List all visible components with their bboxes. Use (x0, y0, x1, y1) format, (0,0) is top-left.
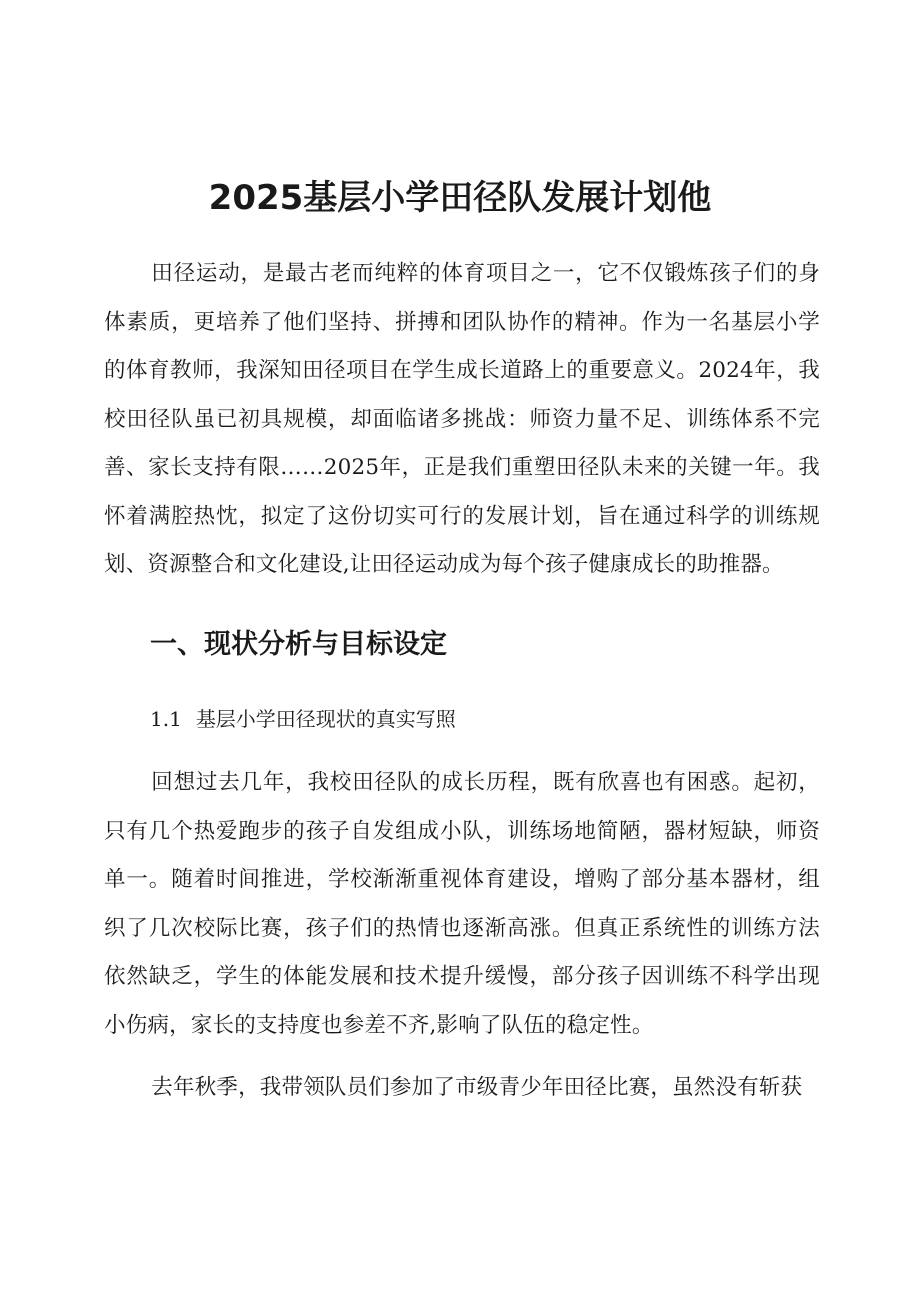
status-paragraph: 回想过去几年，我校田径队的成长历程，既有欣喜也有困惑。起初，只有几个热爱跑步的孩子自发组成小队，训练场地简陋，器材短缺，师资单一。随着时间推进，学校渐渐重视体育建设，增购了部分基本器材，组织了几次校际比赛，孩子们的热情也逐渐高涨。但真正系统性的训练方法依然缺乏，学生的体能发展和技术提升缓慢，部分孩子因训练不科学出现小伤病，家长的支持度也参差不齐,影响了队伍的稳定性。 (104, 770, 820, 1038)
intro-paragraph: 田径运动，是最古老而纯粹的体育项目之一，它不仅锻炼孩子们的身体素质，更培养了他们坚持、拼搏和团队协作的精神。作为一名基层小学的体育教师，我深知田径项目在学生成长道路上的重要意义。2024年，我校田径队虽已初具规模，却面临诸多挑战：师资力量不足、训练体系不完善、家长支持有限……2025年，正是我们重塑田径队未来的关键一年。我怀着满腔热忱，拟定了这份切实可行的发展计划，旨在通过科学的训练规划、资源整合和文化建设,让田径运动成为每个孩子健康成长的助推器。 (104, 261, 820, 577)
subsection-title: 基层小学田径现状的真实写照 (195, 707, 456, 731)
section-heading: 一、现状分析与目标设定 (150, 629, 447, 660)
document-title: 2025基层小学田径队发展计划他 (208, 178, 712, 218)
subsection-number: 1.1 (150, 707, 182, 731)
competition-paragraph: 去年秋季，我带领队员们参加了市级青少年田径比赛，虽然没有斩获 (151, 1075, 803, 1100)
subsection-heading (150, 699, 456, 739)
